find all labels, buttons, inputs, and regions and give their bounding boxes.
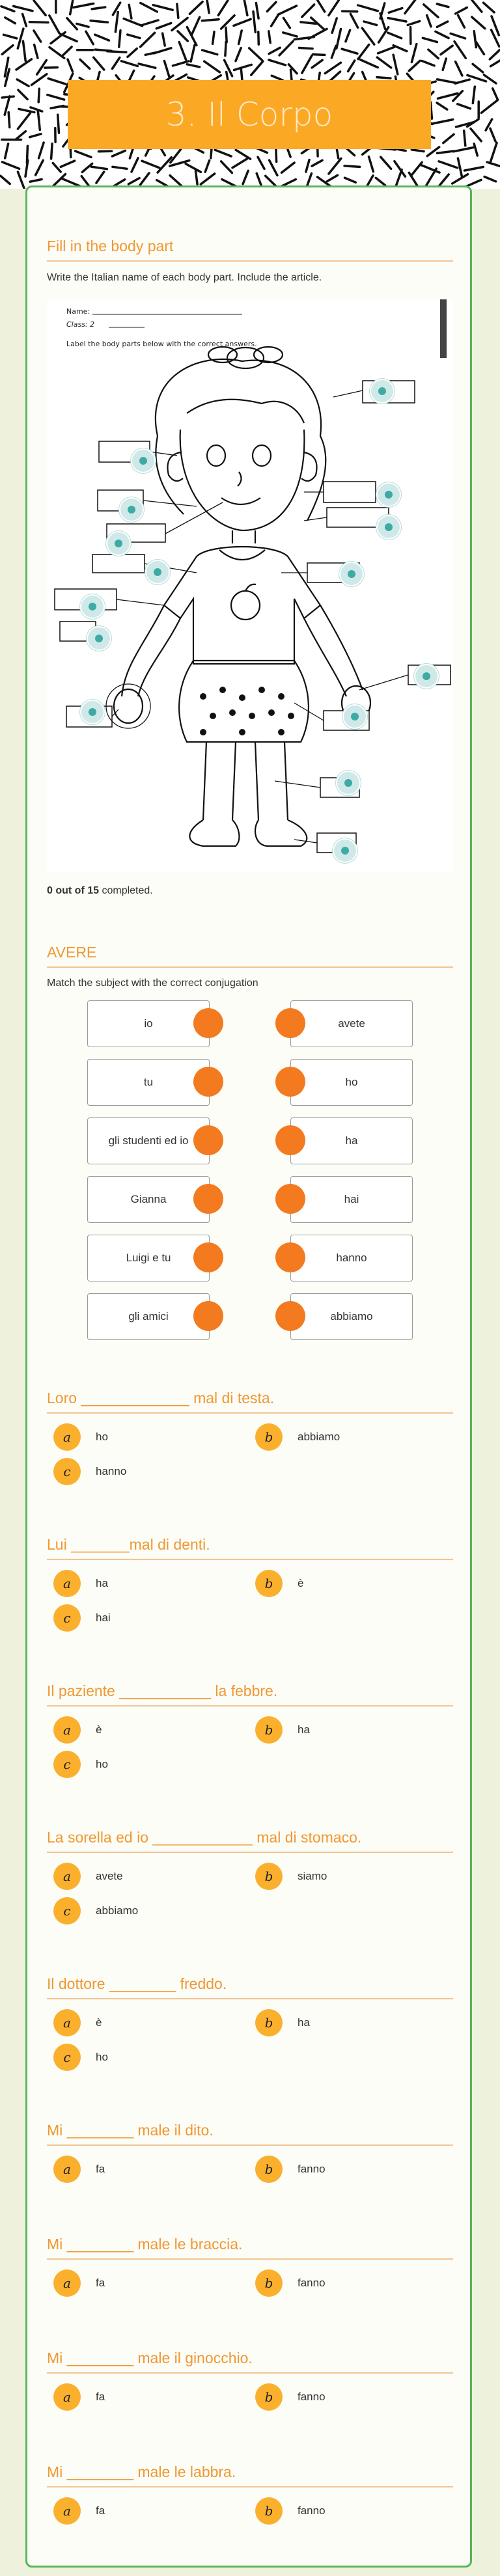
match-conjugation-dot[interactable]	[275, 1242, 305, 1272]
body-part-hotspot-8[interactable]	[339, 562, 364, 586]
match-subject-dot[interactable]	[193, 1301, 223, 1331]
body-part-hotspot-13[interactable]	[342, 704, 367, 729]
match-subject-dot[interactable]	[193, 1008, 223, 1038]
answer-option-b[interactable]	[255, 2009, 283, 2036]
option-text[interactable]: ha	[298, 2016, 310, 2029]
body-part-hotspot-2[interactable]	[131, 448, 156, 473]
option-letter: a	[63, 1869, 71, 1884]
question-text: Il dottore ________ freddo.	[47, 1975, 453, 1999]
match-subject-label: tu	[143, 1076, 154, 1088]
option-letter: c	[63, 1903, 71, 1919]
match-subject-label: io	[144, 1017, 153, 1030]
option-text[interactable]: abbiamo	[298, 1431, 340, 1443]
section-title-body: Fill in the body part	[47, 238, 453, 262]
match-conjugation-dot[interactable]	[275, 1067, 305, 1097]
body-part-hotspot-14[interactable]	[336, 771, 361, 795]
option-letter: c	[63, 2049, 71, 2065]
match-subject[interactable]	[87, 1235, 210, 1281]
option-text[interactable]: fa	[96, 2504, 105, 2517]
option-text[interactable]: fanno	[298, 2391, 326, 2403]
option-text[interactable]: ho	[96, 2051, 108, 2063]
answer-option-c[interactable]	[53, 1751, 81, 1778]
match-subject[interactable]	[87, 1293, 210, 1340]
answer-option-a[interactable]	[53, 2156, 81, 2183]
answer-option-c[interactable]	[53, 1897, 81, 1925]
option-text[interactable]: avete	[96, 1870, 123, 1882]
progress-text	[47, 885, 153, 897]
match-conjugation-dot[interactable]	[275, 1184, 305, 1214]
answer-option-b[interactable]	[255, 1570, 283, 1597]
match-conjugation[interactable]	[290, 1235, 413, 1281]
match-subject[interactable]	[87, 1117, 210, 1164]
answer-option-a[interactable]	[53, 2497, 81, 2525]
match-conjugation-dot[interactable]	[275, 1008, 305, 1038]
question-text: Lui _______mal di denti.	[47, 1536, 453, 1560]
option-text[interactable]: hai	[96, 1611, 111, 1624]
match-conjugation[interactable]	[290, 1059, 413, 1106]
question-text: Il paziente ___________ la febbre.	[47, 1682, 453, 1706]
match-subject-dot[interactable]	[193, 1184, 223, 1214]
progress-count: 0 out of 15	[47, 885, 100, 896]
option-letter: b	[264, 2161, 273, 2177]
match-subject-dot[interactable]	[193, 1125, 223, 1155]
match-conjugation-label: hai	[344, 1193, 359, 1205]
option-letter: c	[63, 1610, 71, 1626]
answer-option-a[interactable]	[53, 2269, 81, 2297]
body-part-hotspot-11[interactable]	[414, 664, 439, 689]
answer-option-b[interactable]	[255, 1423, 283, 1451]
match-subject[interactable]	[87, 1176, 210, 1223]
body-part-hotspot-7[interactable]	[145, 560, 170, 584]
match-conjugation-label: ha	[345, 1134, 358, 1147]
section-instruction-body: Write the Italian name of each body part. Include the article.	[47, 272, 322, 283]
answer-option-b[interactable]	[255, 2497, 283, 2525]
page-title: 3. Il Corpo	[165, 96, 333, 133]
section-title-avere: AVERE	[47, 944, 453, 968]
worksheet-prompt: Label the body parts below with the correct answers.	[66, 340, 257, 348]
match-subject-dot[interactable]	[193, 1067, 223, 1097]
answer-option-b[interactable]	[255, 1716, 283, 1744]
option-letter: b	[264, 1722, 273, 1738]
match-conjugation[interactable]	[290, 1000, 413, 1047]
option-letter: b	[264, 1429, 273, 1445]
match-conjugation-label: avete	[338, 1017, 365, 1030]
option-letter: a	[63, 1429, 71, 1445]
answer-option-c[interactable]	[53, 1604, 81, 1632]
option-text[interactable]: siamo	[298, 1870, 327, 1882]
option-text[interactable]: fa	[96, 2277, 105, 2289]
question-text: Mi ________ male le braccia.	[47, 2236, 453, 2260]
answer-option-a[interactable]	[53, 1863, 81, 1890]
question-text: La sorella ed io ____________ mal di stomaco.	[47, 1829, 453, 1853]
match-conjugation-label: abbiamo	[330, 1310, 373, 1322]
answer-option-c[interactable]	[53, 1458, 81, 1485]
match-subject-label: gli studenti ed io	[108, 1134, 189, 1147]
match-subject-label: gli amici	[128, 1310, 169, 1322]
option-text[interactable]: è	[298, 1577, 304, 1589]
option-letter: b	[264, 2275, 273, 2291]
body-part-hotspot-9[interactable]	[80, 594, 105, 619]
option-text[interactable]: fanno	[298, 2163, 326, 2175]
option-text[interactable]: fa	[96, 2163, 105, 2175]
section-instruction-avere: Match the subject with the correct conjugation	[47, 978, 258, 989]
worksheet-name-label: Name:	[66, 307, 90, 316]
answer-option-a[interactable]	[53, 1716, 81, 1744]
answer-option-b[interactable]	[255, 1863, 283, 1890]
option-letter: c	[63, 1757, 71, 1772]
option-text[interactable]: fanno	[298, 2504, 326, 2517]
option-text[interactable]: ho	[96, 1758, 108, 1770]
option-letter: a	[63, 2161, 71, 2177]
body-part-hotspot-3[interactable]	[376, 482, 401, 507]
match-subject-label: Gianna	[130, 1193, 167, 1205]
option-letter: a	[63, 2015, 71, 2031]
option-letter: b	[264, 2015, 273, 2031]
progress-suffix: completed.	[102, 885, 153, 896]
body-part-hotspot-5[interactable]	[376, 515, 401, 540]
match-conjugation-dot[interactable]	[275, 1301, 305, 1331]
match-conjugation[interactable]	[290, 1293, 413, 1340]
match-conjugation[interactable]	[290, 1117, 413, 1164]
option-letter: b	[264, 1576, 273, 1591]
option-letter: a	[63, 1722, 71, 1738]
option-text[interactable]: hanno	[96, 1465, 127, 1477]
option-text[interactable]: è	[96, 1723, 102, 1736]
match-subject[interactable]	[87, 1000, 210, 1047]
answer-option-a[interactable]	[53, 1570, 81, 1597]
option-letter: a	[63, 2503, 71, 2519]
option-letter: a	[63, 2275, 71, 2291]
body-part-hotspot-10[interactable]	[87, 626, 111, 651]
body-part-hotspot-4[interactable]	[119, 497, 144, 522]
match-conjugation[interactable]	[290, 1176, 413, 1223]
option-text[interactable]: abbiamo	[96, 1904, 139, 1917]
option-letter: b	[264, 1869, 273, 1884]
worksheet-class-label: Class: 2	[66, 320, 95, 329]
question-text: Mi ________ male il ginocchio.	[47, 2350, 453, 2374]
option-letter: a	[63, 1576, 71, 1591]
option-text[interactable]: fanno	[298, 2277, 326, 2289]
body-part-hotspot-15[interactable]	[333, 838, 357, 863]
answer-option-c[interactable]	[53, 2044, 81, 2071]
match-subject[interactable]	[87, 1059, 210, 1106]
body-part-hotspot-6[interactable]	[106, 531, 131, 556]
option-letter: c	[63, 1464, 71, 1479]
option-text[interactable]: è	[96, 2016, 102, 2029]
answer-option-a[interactable]	[53, 2009, 81, 2036]
option-text[interactable]: ha	[298, 1723, 310, 1736]
option-letter: b	[264, 2503, 273, 2519]
match-conjugation-label: hanno	[336, 1252, 367, 1264]
option-text[interactable]: ho	[96, 1431, 108, 1443]
match-subject-label: Luigi e tu	[126, 1252, 171, 1264]
question-text: Mi ________ male il dito.	[47, 2122, 453, 2146]
body-part-hotspot-1[interactable]	[370, 379, 395, 404]
answer-option-b[interactable]	[255, 2383, 283, 2411]
option-text[interactable]: fa	[96, 2391, 105, 2403]
answer-option-a[interactable]	[53, 2383, 81, 2411]
option-text[interactable]: ha	[96, 1577, 108, 1589]
question-text: Mi ________ male le labbra.	[47, 2463, 453, 2487]
question-text: Loro _____________ mal di testa.	[47, 1390, 453, 1414]
answer-option-a[interactable]	[53, 1423, 81, 1451]
match-conjugation-label: ho	[345, 1076, 358, 1088]
title-banner	[68, 80, 431, 149]
match-subject-dot[interactable]	[193, 1242, 223, 1272]
match-conjugation-dot[interactable]	[275, 1125, 305, 1155]
answer-option-b[interactable]	[255, 2269, 283, 2297]
option-letter: b	[264, 2389, 273, 2405]
option-letter: a	[63, 2389, 71, 2405]
body-part-hotspot-12[interactable]	[80, 700, 105, 724]
answer-option-b[interactable]	[255, 2156, 283, 2183]
